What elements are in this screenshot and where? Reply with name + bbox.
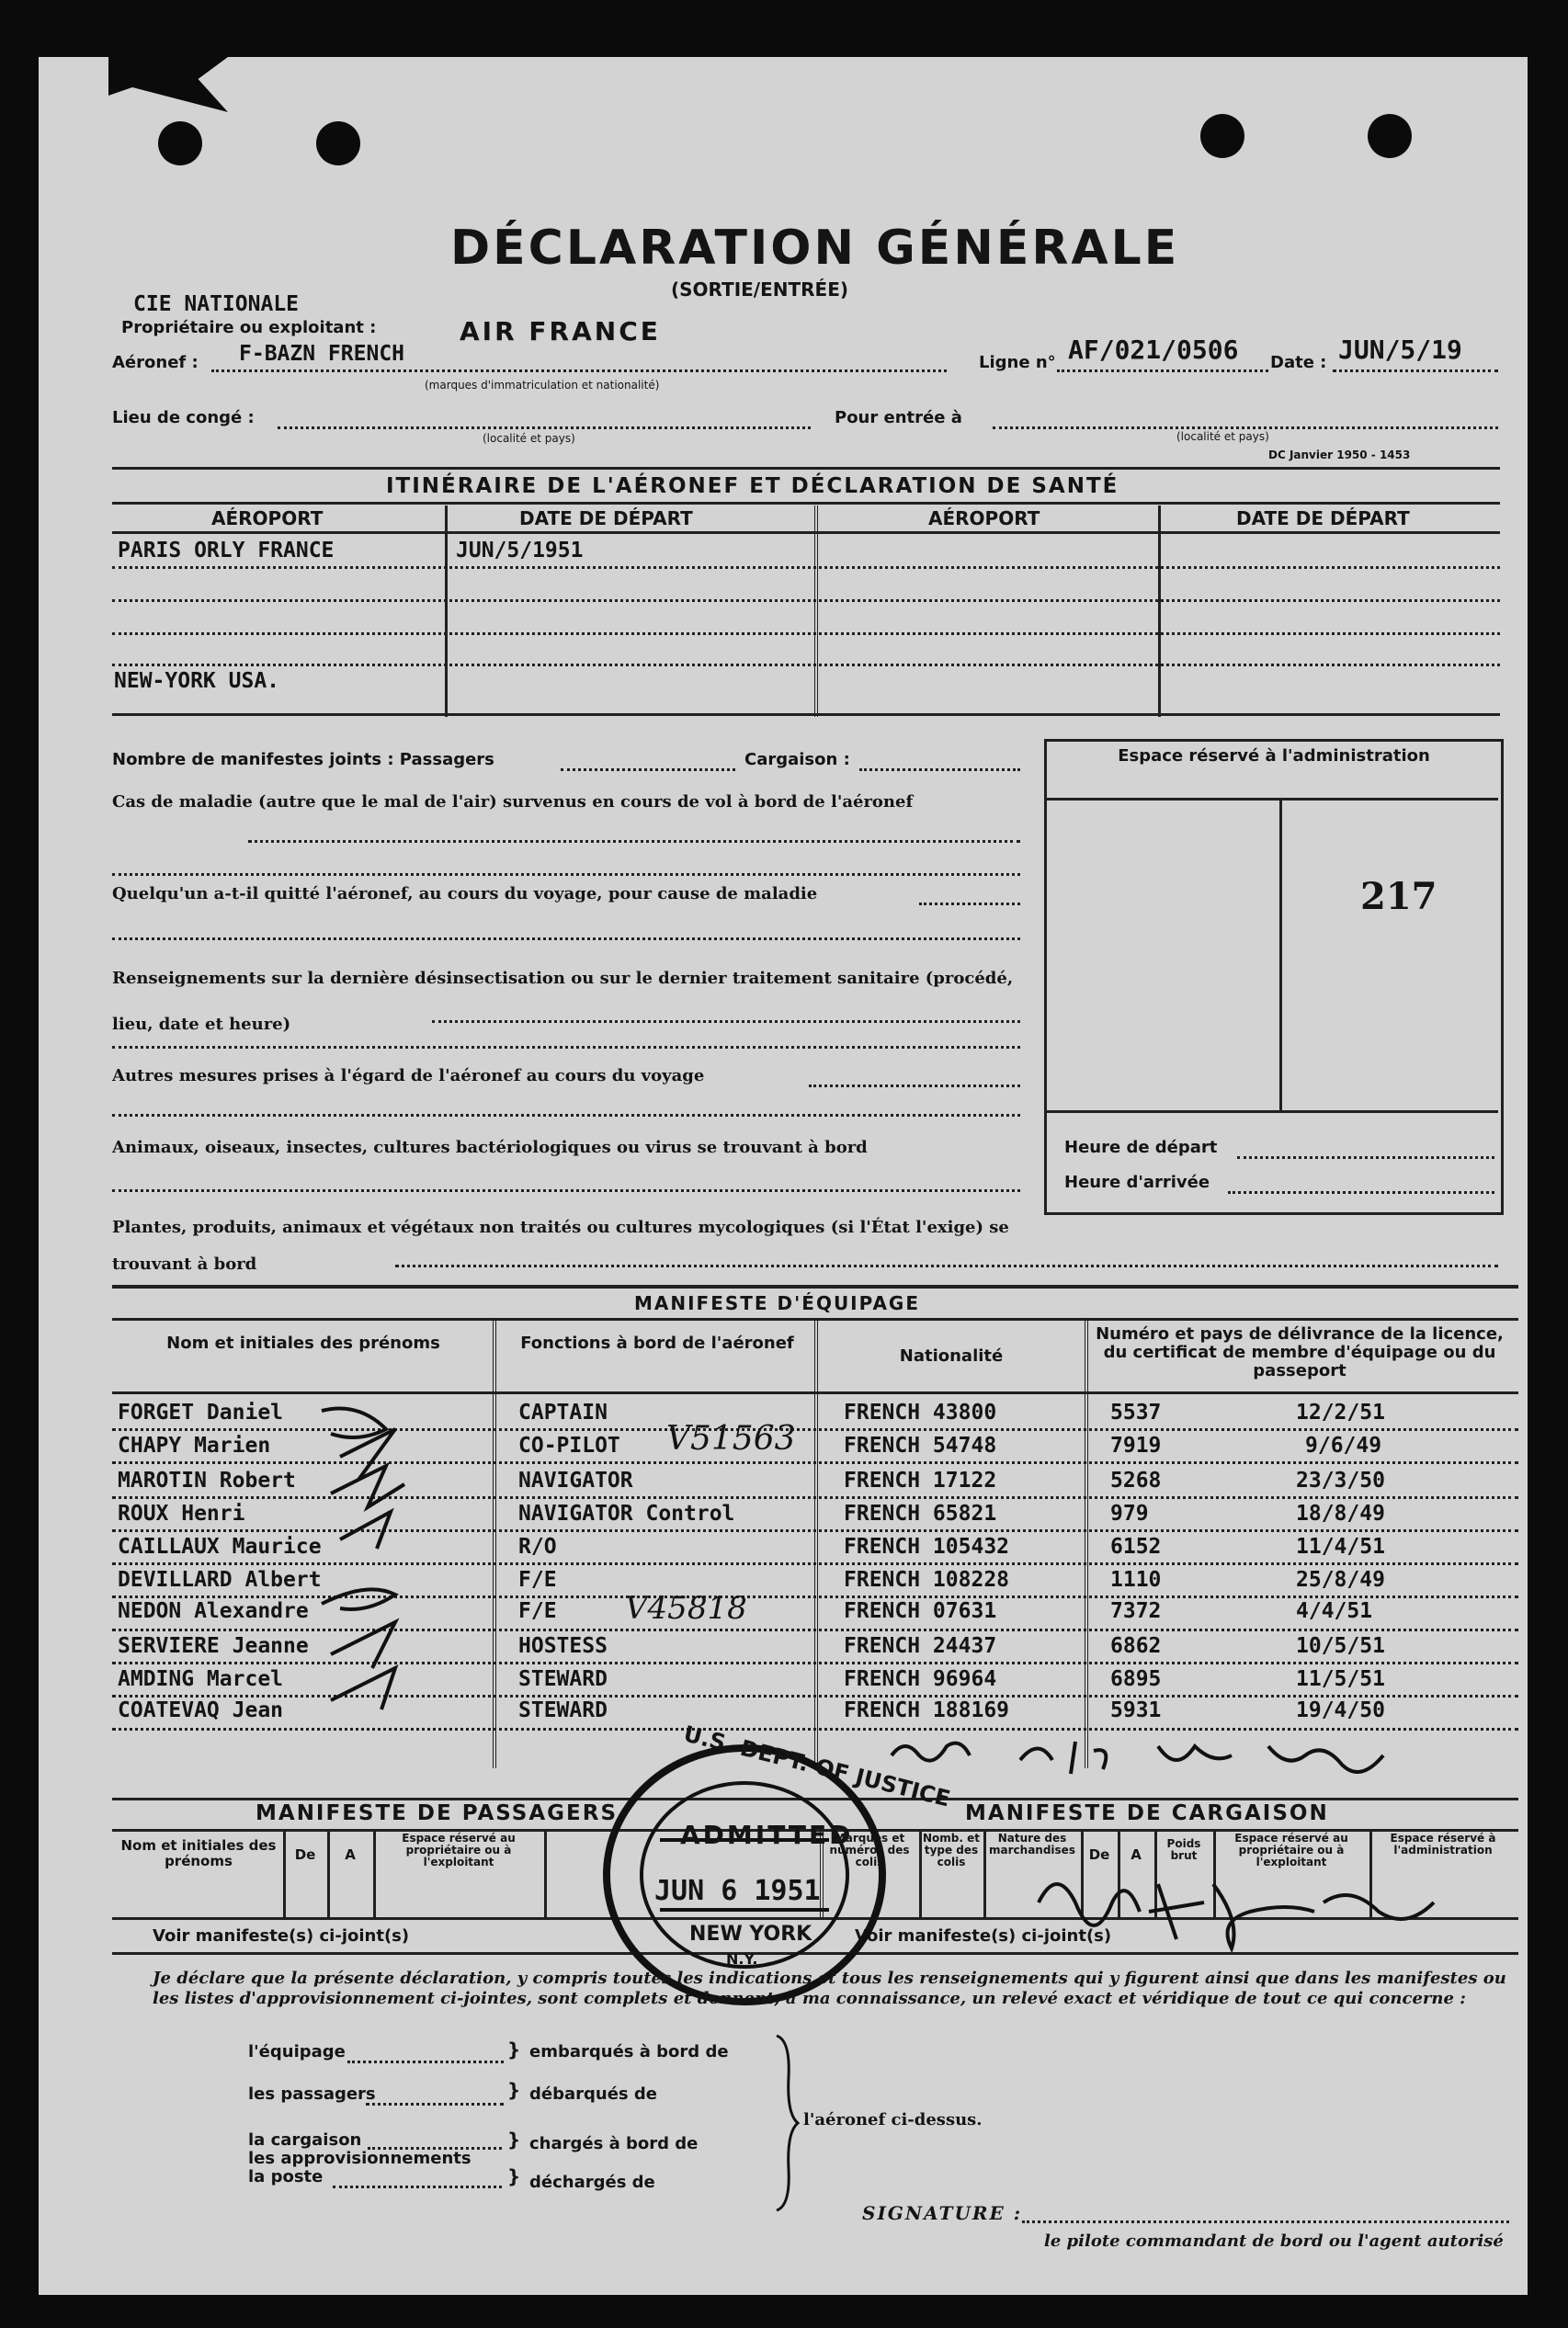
stamp-date: JUN 6 1951 [654, 1875, 821, 1907]
crew-function: R/O [518, 1535, 557, 1559]
passenger-header-to: A [345, 1846, 356, 1863]
crew-nationality: FRENCH 43800 [844, 1401, 997, 1425]
date-label: Date : [1270, 353, 1327, 372]
crew-name: CAILLAUX Maurice [118, 1535, 322, 1559]
crew-license: 5268 [1110, 1469, 1162, 1493]
crew-license: 1110 [1110, 1568, 1162, 1592]
crew-name: CHAPY Marien [118, 1434, 271, 1458]
large-brace [772, 2031, 800, 2215]
passenger-manifest-note: Voir manifeste(s) ci-joint(s) [153, 1926, 410, 1946]
aircraft-hint: (marques d'immatriculation et nationalité) [425, 379, 660, 392]
crew-license: 6152 [1110, 1535, 1162, 1559]
decl-cargaison: la cargaison [248, 2130, 362, 2150]
owner-value: CIE NATIONALE [133, 292, 300, 316]
decl-aeronef: l'aéronef ci-dessus. [803, 2110, 983, 2129]
line-number: AF/021/0506 [1068, 335, 1239, 365]
crew-license-date: 9/6/49 [1305, 1434, 1382, 1458]
health-question-2: Quelqu'un a-t-il quitté l'aéronef, au cours du voyage, pour cause de maladie [112, 884, 818, 903]
itinerary-header-date-2: DATE DE DÉPART [1236, 507, 1410, 529]
health-question-4: Autres mesures prises à l'égard de l'aéronef au cours du voyage [112, 1066, 705, 1085]
crew-license-date: 4/4/51 [1296, 1599, 1373, 1623]
stamp-sub: N.Y. [726, 1950, 758, 1968]
crew-nationality: FRENCH 24437 [844, 1634, 997, 1658]
crew-nationality: FRENCH 65821 [844, 1502, 997, 1526]
passenger-manifest-title: MANIFESTE DE PASSAGERS [256, 1801, 619, 1825]
cargo-header-nature: Nature des marchandises [989, 1832, 1075, 1857]
crew-function: STEWARD [518, 1698, 608, 1722]
aircraft-registration: F-BAZN FRENCH [239, 342, 405, 366]
crew-header-function: Fonctions à bord de l'aéronef [520, 1334, 794, 1353]
destination-airport: NEW-YORK USA. [114, 669, 280, 693]
decl-decharges: déchargés de [529, 2173, 655, 2192]
crew-name: FORGET Daniel [118, 1401, 284, 1425]
page-subtitle: (SORTIE/ENTRÉE) [671, 278, 849, 301]
signature-label: SIGNATURE : [862, 2202, 1023, 2224]
crew-nationality: FRENCH 96964 [844, 1667, 997, 1691]
crew-license: 6895 [1110, 1667, 1162, 1691]
handwritten-note-fe: V45818 [625, 1590, 747, 1627]
crew-nationality: FRENCH 108228 [844, 1568, 1010, 1592]
stamp-ring-text: U.S. DEPT. OF JUSTICE [681, 1720, 953, 1812]
crew-function: CAPTAIN [518, 1401, 608, 1425]
stamp-status: ADMITTED [680, 1820, 854, 1850]
cargo-header-weight: Poids brut [1166, 1837, 1201, 1863]
manifests-label: Nombre de manifestes joints : Passagers [112, 750, 494, 769]
crew-function: F/E [518, 1599, 557, 1623]
itinerary-header-airport-2: AÉROPORT [928, 507, 1040, 529]
owner-label: Propriétaire ou exploitant : [121, 318, 377, 337]
crew-name: MAROTIN Robert [118, 1469, 296, 1493]
admin-title: Espace réservé à l'administration [1118, 746, 1430, 766]
crew-license-date: 23/3/50 [1296, 1469, 1385, 1493]
crew-name: NEDON Alexandre [118, 1599, 309, 1623]
crew-nationality: FRENCH 54748 [844, 1434, 997, 1458]
admin-number: 217 [1360, 875, 1437, 918]
aircraft-label: Aéronef : [112, 353, 199, 372]
crew-function: F/E [518, 1568, 557, 1592]
decl-approvisionnements: les approvisionnements [248, 2149, 472, 2168]
crew-license-date: 18/8/49 [1296, 1502, 1385, 1526]
stamp-place: NEW YORK [689, 1923, 812, 1946]
health-question-5: Animaux, oiseaux, insectes, cultures bactériologiques ou virus se trouvant à bord [112, 1138, 868, 1157]
crew-name: SERVIERE Jeanne [118, 1634, 309, 1658]
cargo-header-marks: Marques et numéros des colis [829, 1832, 910, 1869]
declaration-text: Je déclare que la présente déclaration, y compris toutes les indications et tous les renseignements qui y figurent ainsi que dans les manifestes ou les listes d'approvisionnement ci-jointes, sont complets et donnent, à ma connaissance, un relevé exact et véridique de tout ce qui concerne : [153, 1969, 1506, 2008]
crew-header-license: Numéro et pays de délivrance de la licence, du certificat de membre d'équipage ou du passeport [1096, 1324, 1504, 1380]
decl-charges: chargés à bord de [529, 2134, 699, 2153]
crew-function: CO-PILOT [518, 1434, 620, 1458]
crew-nationality: FRENCH 105432 [844, 1535, 1010, 1559]
passenger-header-owner: Espace réservé au propriétaire ou à l'exploitant [402, 1832, 516, 1869]
punch-hole [1200, 114, 1244, 158]
crew-license: 979 [1110, 1502, 1149, 1526]
crew-license-date: 10/5/51 [1296, 1634, 1385, 1658]
crew-function: NAVIGATOR Control [518, 1502, 735, 1526]
cargo-manifest-title: MANIFESTE DE CARGAISON [965, 1801, 1329, 1825]
itinerary-title: ITINÉRAIRE DE L'AÉRONEF ET DÉCLARATION DE SANTÉ [386, 474, 1119, 498]
brace-upper-2: } [507, 2079, 521, 2101]
cargo-header-admin: Espace réservé à l'administration [1390, 1832, 1496, 1857]
crew-license-date: 11/5/51 [1296, 1667, 1385, 1691]
crew-name: AMDING Marcel [118, 1667, 284, 1691]
pour-entree-hint: (localité et pays) [1176, 430, 1269, 443]
line-label: Ligne n° [979, 353, 1056, 372]
passenger-header-name: Nom et initiales des prénoms [120, 1837, 277, 1869]
crew-function: HOSTESS [518, 1634, 608, 1658]
heure-depart-label: Heure de départ [1064, 1138, 1218, 1157]
handwritten-check-marks [303, 1392, 432, 1723]
crew-function: STEWARD [518, 1667, 608, 1691]
brace-lower-2: } [507, 2165, 521, 2187]
form-code: DC Janvier 1950 - 1453 [1268, 449, 1411, 461]
handwritten-remark [882, 1728, 1415, 1801]
crew-nationality: FRENCH 188169 [844, 1698, 1010, 1722]
brace-upper: } [507, 2038, 521, 2061]
cargo-header-from: De [1088, 1846, 1110, 1863]
origin-airport: PARIS ORLY FRANCE [118, 539, 335, 562]
itinerary-header-airport-1: AÉROPORT [211, 507, 324, 529]
punch-hole [158, 121, 202, 165]
crew-header-nationality: Nationalité [899, 1346, 1004, 1366]
handwritten-signature [1020, 1847, 1452, 1967]
pour-entree-label: Pour entrée à [835, 408, 962, 427]
crew-nationality: FRENCH 17122 [844, 1469, 997, 1493]
cargo-header-owner: Espace réservé au propriétaire ou à l'exploitant [1234, 1832, 1348, 1869]
crew-header-name: Nom et initiales des prénoms [166, 1334, 440, 1353]
crew-license: 7919 [1110, 1434, 1162, 1458]
crew-function: NAVIGATOR [518, 1469, 633, 1493]
handwritten-note-copilot: V51563 [666, 1420, 796, 1458]
lieu-conge-label: Lieu de congé : [112, 408, 255, 427]
crew-title: MANIFESTE D'ÉQUIPAGE [634, 1292, 921, 1314]
decl-embarques: embarqués à bord de [529, 2042, 729, 2061]
decl-debarques: débarqués de [529, 2084, 657, 2104]
health-question-6: Plantes, produits, animaux et végétaux non traités ou cultures mycologiques (si l'État l'exige) se trouvant à bord [112, 1218, 1009, 1274]
punch-hole [1368, 114, 1412, 158]
crew-nationality: FRENCH 07631 [844, 1599, 997, 1623]
origin-date: JUN/5/1951 [456, 539, 584, 562]
itinerary-header-date-1: DATE DE DÉPART [519, 507, 693, 529]
crew-license-date: 12/2/51 [1296, 1401, 1385, 1425]
punch-hole [316, 121, 360, 165]
decl-poste: la poste [248, 2167, 324, 2186]
lieu-conge-hint: (localité et pays) [483, 432, 575, 445]
signer-role: le pilote commandant de bord ou l'agent autorisé [1044, 2231, 1504, 2251]
crew-name: DEVILLARD Albert [118, 1568, 322, 1592]
passenger-header-from: De [294, 1846, 316, 1863]
cargo-header-to: A [1131, 1846, 1142, 1863]
health-question-1: Cas de maladie (autre que le mal de l'air) survenus en cours de vol à bord de l'aéronef [112, 792, 914, 812]
crew-license-date: 25/8/49 [1296, 1568, 1385, 1592]
health-question-3: Renseignements sur la dernière désinsectisation ou sur le dernier traitement sanitaire (procédé, lieu, date et heure) [112, 969, 1014, 1034]
decl-passagers: les passagers [248, 2084, 376, 2104]
airline-name: AIR FRANCE [460, 316, 661, 346]
page-title: DÉCLARATION GÉNÉRALE [450, 221, 1180, 276]
cargo-count-label: Cargaison : [744, 750, 850, 769]
crew-license: 6862 [1110, 1634, 1162, 1658]
heure-arrivee-label: Heure d'arrivée [1064, 1173, 1210, 1192]
cargo-header-count: Nomb. et type des colis [923, 1832, 980, 1869]
crew-license-date: 19/4/50 [1296, 1698, 1385, 1722]
crew-name: COATEVAQ Jean [118, 1698, 284, 1722]
crew-license: 5931 [1110, 1698, 1162, 1722]
flight-date: JUN/5/19 [1338, 335, 1462, 365]
crew-license-date: 11/4/51 [1296, 1535, 1385, 1559]
cargo-manifest-note: Voir manifeste(s) ci-joint(s) [855, 1926, 1112, 1946]
brace-lower: } [507, 2129, 521, 2151]
crew-license: 5537 [1110, 1401, 1162, 1425]
crew-license: 7372 [1110, 1599, 1162, 1623]
crew-name: ROUX Henri [118, 1502, 245, 1526]
decl-equipage: l'équipage [248, 2042, 346, 2061]
